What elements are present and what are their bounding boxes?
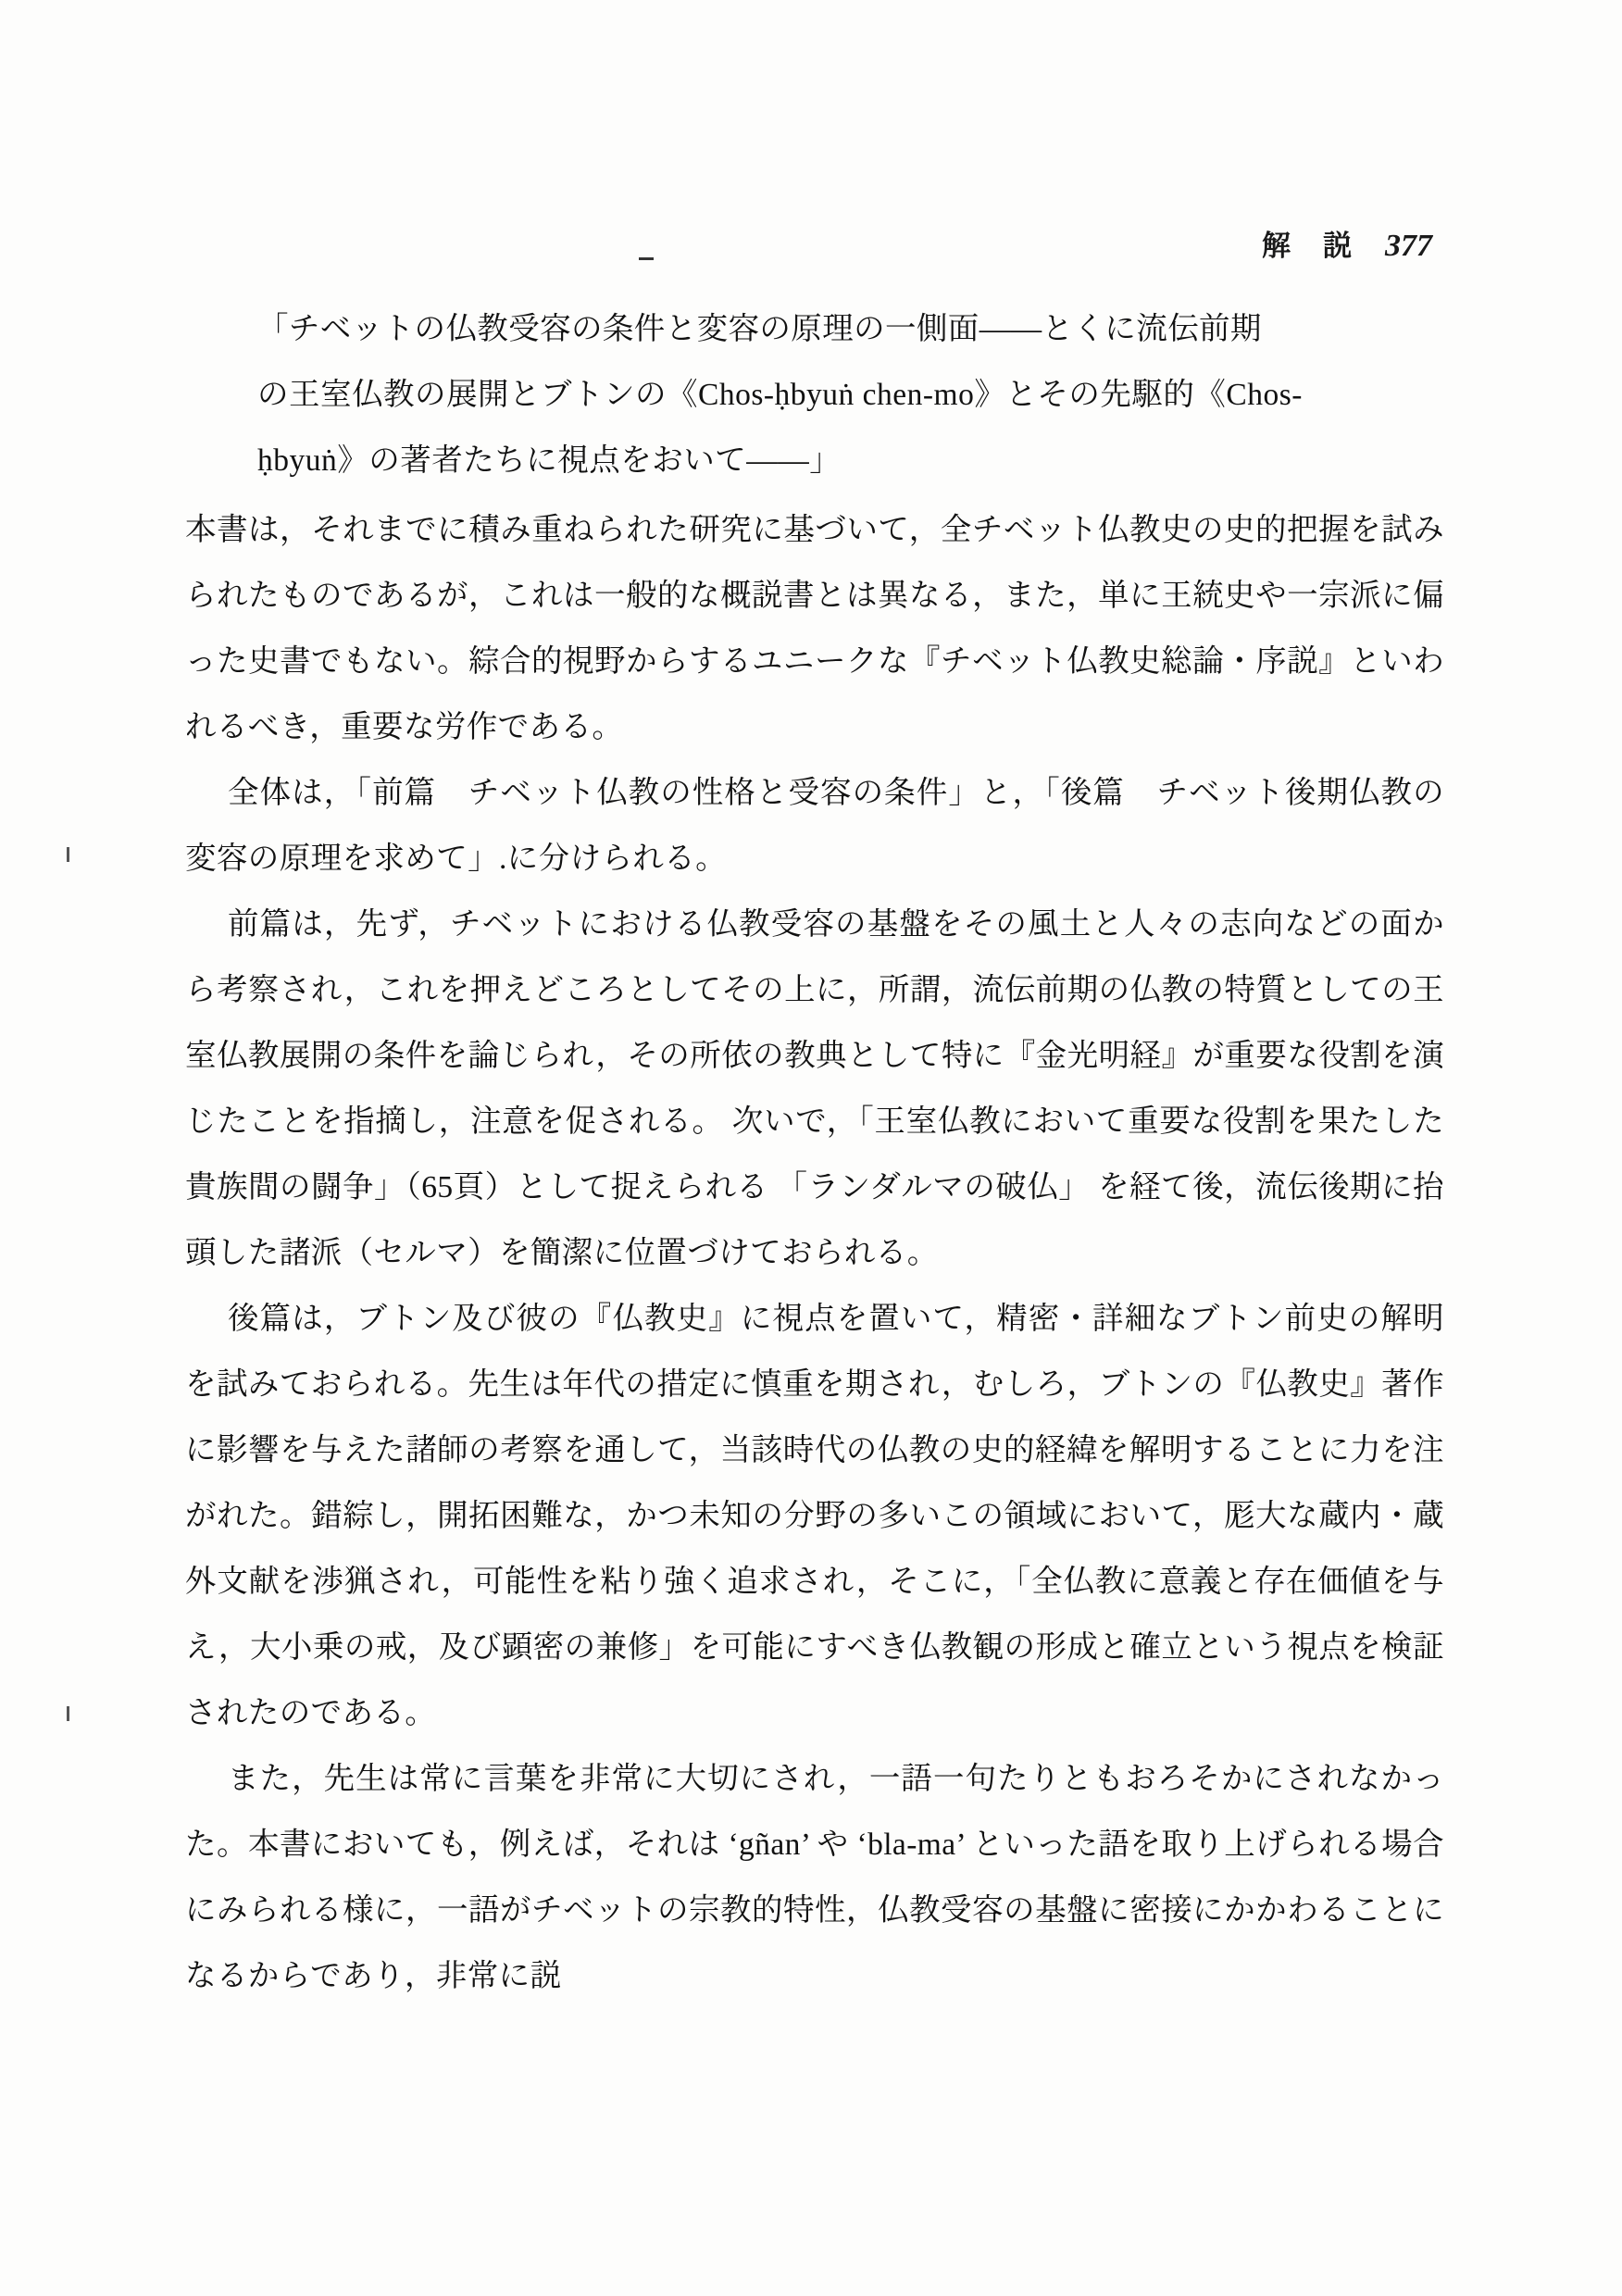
page-number: 377 bbox=[1385, 229, 1432, 263]
running-head-title: 解 説 bbox=[1262, 230, 1354, 262]
running-head bbox=[1262, 222, 1432, 264]
quote-line: の王室仏教の展開とブトンの《Chos-ḥbyuṅ chen-mo》とその先駆的《Chos- bbox=[257, 378, 1303, 412]
dash-mark bbox=[639, 257, 654, 260]
margin-tick-lower bbox=[67, 1706, 69, 1721]
paragraph: 後篇は，ブトン及び彼の『仏教史』に視点を置いて，精密・詳細なブトン前史の解明を試みておられる。先生は年代の措定に慎重を期され，むしろ，ブトンの『仏教史』著作に影響を与えた諸師の考察を通して，当該時代の仏教の史的経緯を解明することに力を注がれた。錯綜し，開拓困難な，かつ未知の分野の多いこの領域において，厖大な蔵内・蔵外文献を渉猟され，可能性を粘り強く追求され，そこに，「全仏教に意義と存在価値を与え，大小乗の戒，及び顕密の兼修」を可能にすべき仏教観の形成と確立という視点を検証されたのである。 bbox=[185, 1302, 1444, 1730]
paragraph: 前篇は，先ず，チベットにおける仏教受容の基盤をその風土と人々の志向などの面から考察され，これを押えどころとしてその上に，所謂，流伝前期の仏教の特質としての王室仏教展開の条件を論じられ，その所依の教典として特に『金光明経』が重要な役割を演じたことを指摘し，注意を促される。 次いで，「王室仏教において重要な役割を果たした貴族間の闘争」（65頁）として捉えられる 「ランダルマの破仏」 を経て後，流伝後期に抬頭した諸派（セルマ）を簡潔に位置づけておられる。 bbox=[185, 907, 1444, 1270]
margin-tick-upper bbox=[67, 847, 69, 862]
body-text bbox=[185, 296, 1444, 2009]
quoted-subtitle bbox=[185, 296, 1452, 493]
paragraph: 全体は，「前篇 チベット仏教の性格と受容の条件」と，「後篇 チベット後期仏教の変容の原理を求めて」.に分けられる。 bbox=[185, 776, 1444, 876]
quote-line: 「チベットの仏教受容の条件と変容の原理の一側面——とくに流伝前期 bbox=[257, 312, 1262, 346]
paragraph: 本書は，それまでに積み重ねられた研究に基づいて，全チベット仏教史の史的把握を試みられたものであるが，これは一般的な概説書とは異なる，また，単に王統史や一宗派に偏った史書でもない。綜合的視野からするユニークな『チベット仏教史総論・序説』といわれるべき，重要な労作である。 bbox=[185, 513, 1444, 744]
paragraph: また，先生は常に言葉を非常に大切にされ，一語一句たりともおろそかにされなかった。本書においても，例えば，それは ‘gñan’ や ‘bla-ma’ といった語を取り上げられる場合にみられる様に，一語がチベットの宗教的特性，仏教受容の基盤に密接にかかわることになるからであり，非常に説 bbox=[185, 1762, 1444, 1993]
quote-line: ḥbyuṅ》の著者たちに視点をおいて——」 bbox=[257, 443, 842, 478]
